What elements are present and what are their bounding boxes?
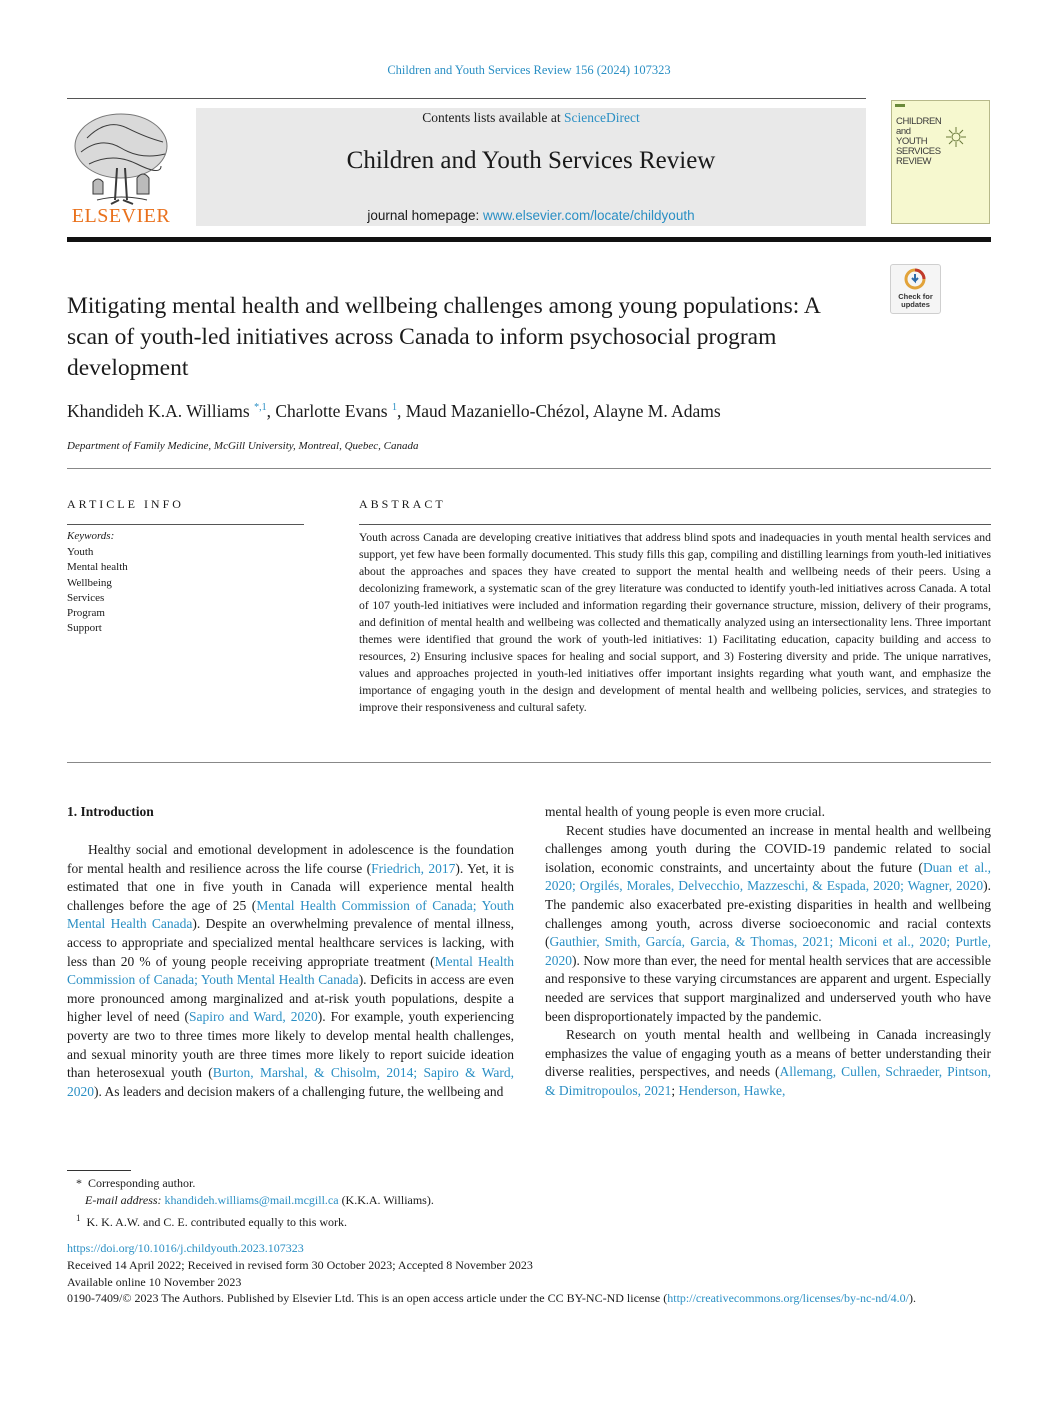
text-run: ). For example, youth experiencing poverty are two to three times more likely to develop mental health challenges, and sexual minority youth are three times more likely to report suicide ideation than heterosexual youth (: [67, 1009, 514, 1081]
author-name[interactable]: Maud Mazaniello-Chézol: [405, 401, 586, 421]
citation-link[interactable]: Mental Health Commission of Canada; Youth Mental Health Canada: [67, 897, 514, 932]
cover-title-line: CHILDREN: [896, 116, 942, 127]
keyword: Mental health: [67, 561, 128, 574]
license-prefix: 0190-7409/© 2023 The Authors. Published by Elsevier Ltd. This is an open access article under the CC BY-NC-ND license (: [67, 1291, 668, 1306]
journal-citation[interactable]: Children and Youth Services Review 156 (2024) 107323: [387, 63, 671, 77]
article-title: Mitigating mental health and wellbeing challenges among young populations: A scan of youth-led initiatives across Canada to inform psychosocial program development: [67, 293, 820, 381]
divider: [67, 468, 991, 469]
author-marks[interactable]: 1: [391, 402, 397, 414]
check-for-updates-label: [890, 293, 941, 309]
article-info-rule: [67, 524, 304, 525]
paragraph-tail-left: ). As leaders and decision makers of a challenging future, the wellbeing and: [94, 1083, 504, 1099]
text-run: ). Now more than ever, the need for mental health services that are accessible and responsive to these varying circumstances are apparent and urgent. Especially needed are services that support marginalized and underserved youth who have been disproportionately impacted by the pandemic.: [545, 952, 991, 1024]
article-info-heading: ARTICLE INFO: [67, 497, 184, 511]
abstract-heading: ABSTRACT: [359, 497, 446, 511]
keywords-list: [67, 545, 128, 637]
footnote-text: K. K. A.W. and C. E. contributed equally to this work.: [86, 1214, 348, 1229]
doi-link[interactable]: https://doi.org/10.1016/j.childyouth.2023.107323: [67, 1241, 304, 1255]
keyword: Support: [67, 622, 102, 635]
author-name[interactable]: Khandideh K.A. Williams: [67, 401, 250, 421]
keyword: Services: [67, 591, 105, 604]
abstract-rule: [359, 524, 991, 525]
divider: [67, 762, 991, 763]
citation-link[interactable]: Friedrich, 2017: [371, 860, 456, 876]
check-for-updates-icon: [904, 268, 926, 290]
updates-line-2: updates: [901, 300, 930, 309]
body-column-left: [67, 841, 514, 1101]
text-run: ;: [671, 1082, 679, 1098]
email-suffix: (K.K.A. Williams).: [338, 1193, 434, 1208]
contents-prefix: Contents lists available at: [422, 110, 564, 125]
body-column-right: [545, 803, 991, 1101]
footnote-rule: [67, 1170, 131, 1171]
text-run: ). The pandemic also exacerbated pre-existing disparities in health and wellbeing challenges among youth, across diverse socioeconomic and racial contexts (: [545, 878, 991, 950]
text-run: ). Deficits in access are even more pronounced among marginalized and at-risk youth populations, despite a higher level of need (: [67, 972, 515, 1025]
author-affiliation: Department of Family Medicine, McGill University, Montreal, Quebec, Canada: [67, 440, 419, 452]
article-front-matter: [67, 1240, 991, 1307]
elsevier-wordmark: ELSEVIER: [71, 205, 171, 227]
header-thick-rule: [67, 237, 991, 242]
cover-emblem-icon: [945, 126, 967, 148]
footnote-text: Corresponding author.: [88, 1176, 196, 1190]
cover-title-line: SERVICES: [896, 146, 941, 157]
footnote-corresponding: * Corresponding author.: [76, 1176, 196, 1190]
sciencedirect-link[interactable]: ScienceDirect: [564, 110, 640, 125]
paragraph: [67, 841, 514, 1101]
text-run: ). Yet, it is estimated that one in five youth in Canada will experience mental health challenges before the age of 25 (: [67, 860, 514, 913]
author-list: Khandideh K.A. Williams $^{*,1}$, Charlotte Evans $^1$, Maud Mazaniello-Chézol, Alayne M. Adams: [67, 401, 721, 421]
cover-title-line: REVIEW: [896, 156, 932, 167]
footnote-email: [67, 1192, 667, 1209]
text-run: Healthy social and emotional development in adolescence is the foundation for mental health and resilience across the life course (: [67, 842, 514, 876]
author-marks[interactable]: *,1: [254, 402, 267, 414]
cover-title-line: and: [896, 126, 911, 137]
header-top-rule: [67, 98, 866, 99]
author-name[interactable]: Charlotte Evans: [275, 401, 388, 421]
cover-accent-bar: [895, 104, 905, 107]
text-run: mental health of young people is even more crucial.: [545, 804, 826, 819]
received-dates: Received 14 April 2022; Received in revised form 30 October 2023; Accepted 8 November 2023: [67, 1257, 533, 1272]
footnote-equal-contribution: $^1$ K. K. A.W. and C. E. contributed equally to this work.: [76, 1212, 348, 1229]
paragraph: [545, 1026, 991, 1100]
available-online-date: Available online 10 November 2023: [67, 1274, 242, 1289]
citation-link[interactable]: Henderson, Hawke,: [678, 1082, 786, 1098]
homepage-link[interactable]: www.elsevier.com/locate/childyouth: [482, 208, 695, 223]
citation-link[interactable]: Mental Health Commission of Canada; Youth Mental Health Canada: [67, 953, 514, 988]
citation-link[interactable]: Gauthier, Smith, García, Garcia, & Thomas, 2021; Miconi et al., 2020; Purtle, 2020: [545, 934, 991, 968]
updates-line-1: Check for: [898, 292, 933, 301]
homepage-prefix: journal homepage:: [367, 208, 483, 223]
text-run: ). Despite an overwhelming prevalence of mental illness, access to appropriate and specialized mental healthcare services is lacking, with less than 20 % of young people receiving appropriate treatment (: [67, 916, 514, 969]
license-statement: [67, 1290, 991, 1307]
journal-homepage: [196, 208, 866, 223]
citation-link[interactable]: Allemang, Cullen, Schraeder, Pintson, & Dimitropoulos, 2021: [545, 1064, 991, 1098]
abstract-text: Youth across Canada are developing creative initiatives that address blind spots and inadequacies in youth mental health services and support, yet few have been formally documented. This study fills this gap, compiling and distilling learnings from youth-led initiatives about the approaches and spaces they have created to support the mental health and wellbeing needs of their peers. Using a decolonizing framework, a systematic scan of the grey literature was conducted to identify youth-led initiatives across Canada. A total of 107 youth-led initiatives were included and information regarding their governance structure, mission, delivery of their programs, and definition of mental health and wellbeing was collected and thematically analyzed using an intersectionality lens. Three important themes were identified that ground the work of youth-led initiatives: 1) Facilitating education, capacity building and access to resources, 2) Ensuring inclusive spaces for healing and social support, and 3) Fostering diversity and pride. The unique narratives, values and approaches projected in youth-led initiatives offer important insights regarding what youth want, and emphasize the importance of engaging youth in the design and development of mental health and wellbeing policies, services, and strategies to improve their responsiveness and cultural safety.: [359, 531, 991, 714]
keyword: Program: [67, 607, 105, 620]
keywords-label: Keywords:: [67, 530, 115, 542]
citation-link[interactable]: Sapiro and Ward, 2020: [188, 1009, 318, 1025]
paragraph-continuation: [545, 803, 991, 822]
text-run: Recent studies have documented an increase in mental health and wellbeing challenges among youth during the COVID-19 pandemic related to social isolation, economic constraints, and uncertainty about the future (: [545, 822, 991, 875]
email-link[interactable]: khandideh.williams@mail.mcgill.ca: [164, 1193, 339, 1208]
email-label: E-mail address:: [85, 1193, 165, 1208]
paragraph: [545, 822, 991, 1027]
keyword: Wellbeing: [67, 576, 112, 589]
cover-title-line: YOUTH: [896, 136, 928, 147]
author-name[interactable]: Alayne M. Adams: [592, 401, 721, 421]
license-suffix: ).: [908, 1291, 916, 1306]
journal-title: Children and Youth Services Review: [346, 147, 716, 174]
footnotes: [67, 1175, 667, 1231]
license-link[interactable]: http://creativecommons.org/licenses/by-nc-nd/4.0/: [667, 1291, 909, 1306]
section-heading-introduction: 1. Introduction: [67, 804, 154, 819]
citation-link[interactable]: Duan et al., 2020; Orgilés, Morales, Delvecchio, Mazzeschi, & Espada, 2020; Wagner, 2020: [545, 859, 991, 894]
citation-link[interactable]: Burton, Marshal, & Chisolm, 2014; Sapiro & Ward, 2020: [67, 1065, 514, 1099]
keyword: Youth: [67, 546, 94, 558]
text-run: Research on youth mental health and wellbeing in Canada increasingly emphasizes the value of engaging youth as a means of better understanding their diverse realities, perspectives, and needs (: [545, 1027, 991, 1080]
contents-availability: [196, 110, 866, 126]
